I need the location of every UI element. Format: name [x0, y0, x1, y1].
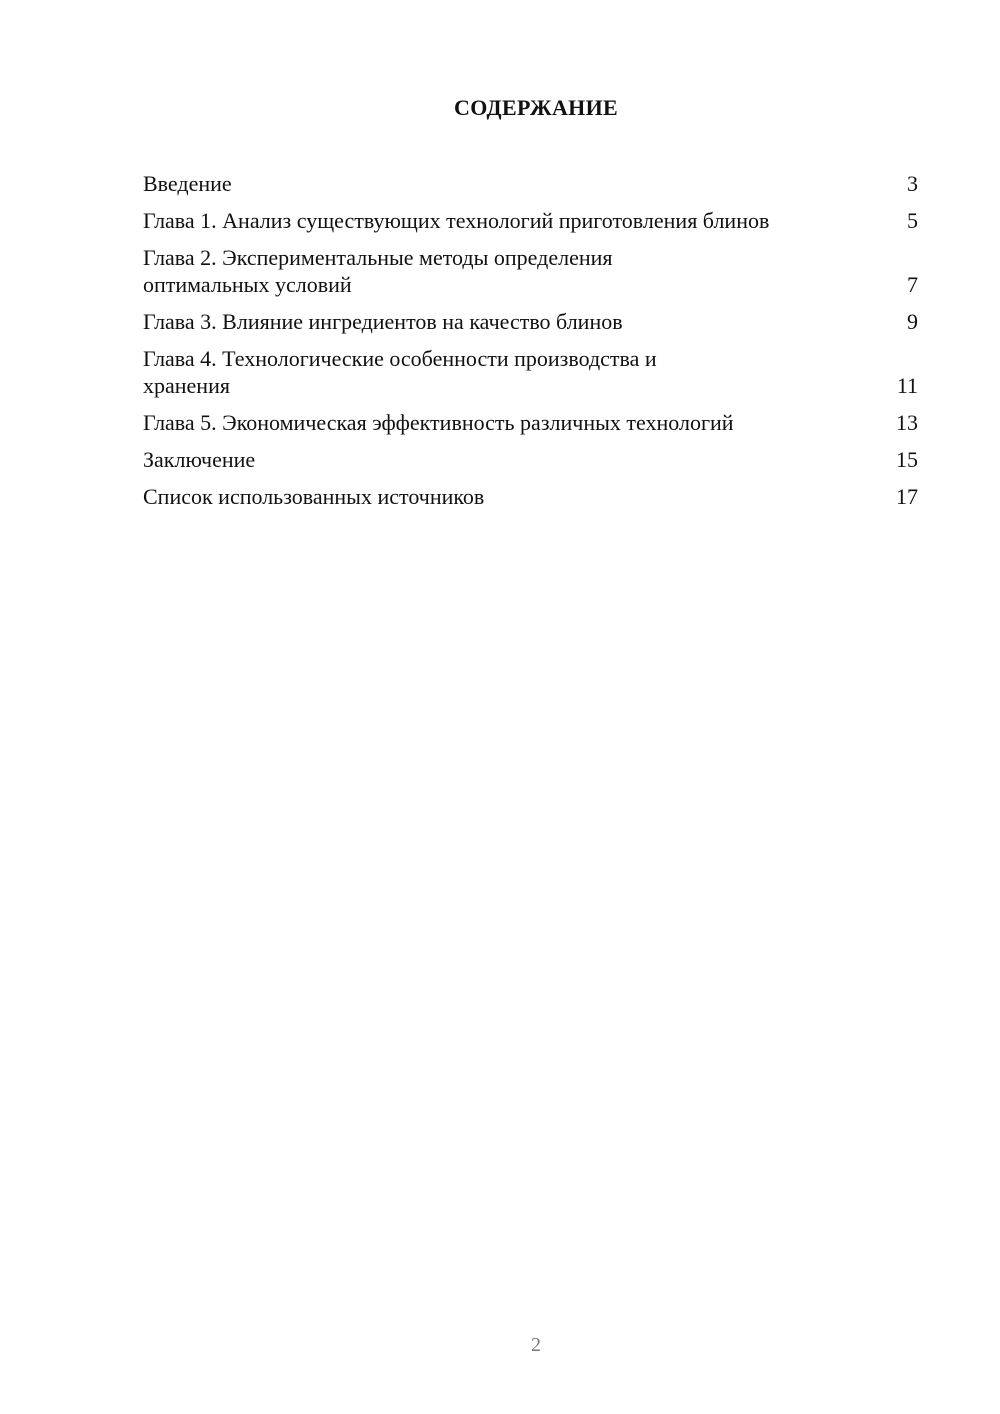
document-heading: СОДЕРЖАНИЕ — [454, 95, 618, 120]
toc-entry-page: 17 — [896, 484, 918, 509]
toc-entry-page: 13 — [896, 410, 918, 435]
toc-entry-page: 7 — [907, 272, 918, 297]
toc-entry-page: 9 — [907, 309, 918, 334]
table-of-contents — [143, 170, 918, 520]
toc-entry-page: 3 — [907, 171, 918, 196]
toc-entry-chapter-3[interactable] — [143, 308, 918, 335]
toc-entry-page: 11 — [896, 373, 918, 398]
toc-entry-page: 15 — [896, 447, 918, 472]
toc-entry-title: Список использованных источников — [143, 484, 485, 509]
toc-entry-title: Глава 1. Анализ существующих технологий приготовления блинов — [143, 208, 770, 233]
toc-entry-chapter-5[interactable] — [143, 409, 918, 436]
toc-entry-page: 5 — [907, 208, 918, 233]
toc-entry-title: Заключение — [143, 447, 256, 472]
toc-entry-title: Глава 5. Экономическая эффективность различных технологий — [143, 410, 734, 435]
toc-entry-title: Введение — [143, 171, 232, 196]
toc-entry-title: Глава 3. Влияние ингредиентов на качество блинов — [143, 309, 623, 334]
toc-entry-chapter-4[interactable] — [143, 345, 918, 399]
toc-entry-title: Глава 4. Технологические особенности производства и хранения — [143, 346, 657, 398]
toc-entry-introduction[interactable] — [143, 170, 918, 197]
page-number: 2 — [531, 1334, 541, 1356]
toc-entry-conclusion[interactable] — [143, 446, 918, 473]
toc-entry-chapter-2[interactable] — [143, 244, 918, 298]
toc-entry-references[interactable] — [143, 483, 918, 510]
toc-entry-chapter-1[interactable] — [143, 207, 918, 234]
toc-entry-title: Глава 2. Экспериментальные методы определения оптимальных условий — [143, 245, 613, 297]
